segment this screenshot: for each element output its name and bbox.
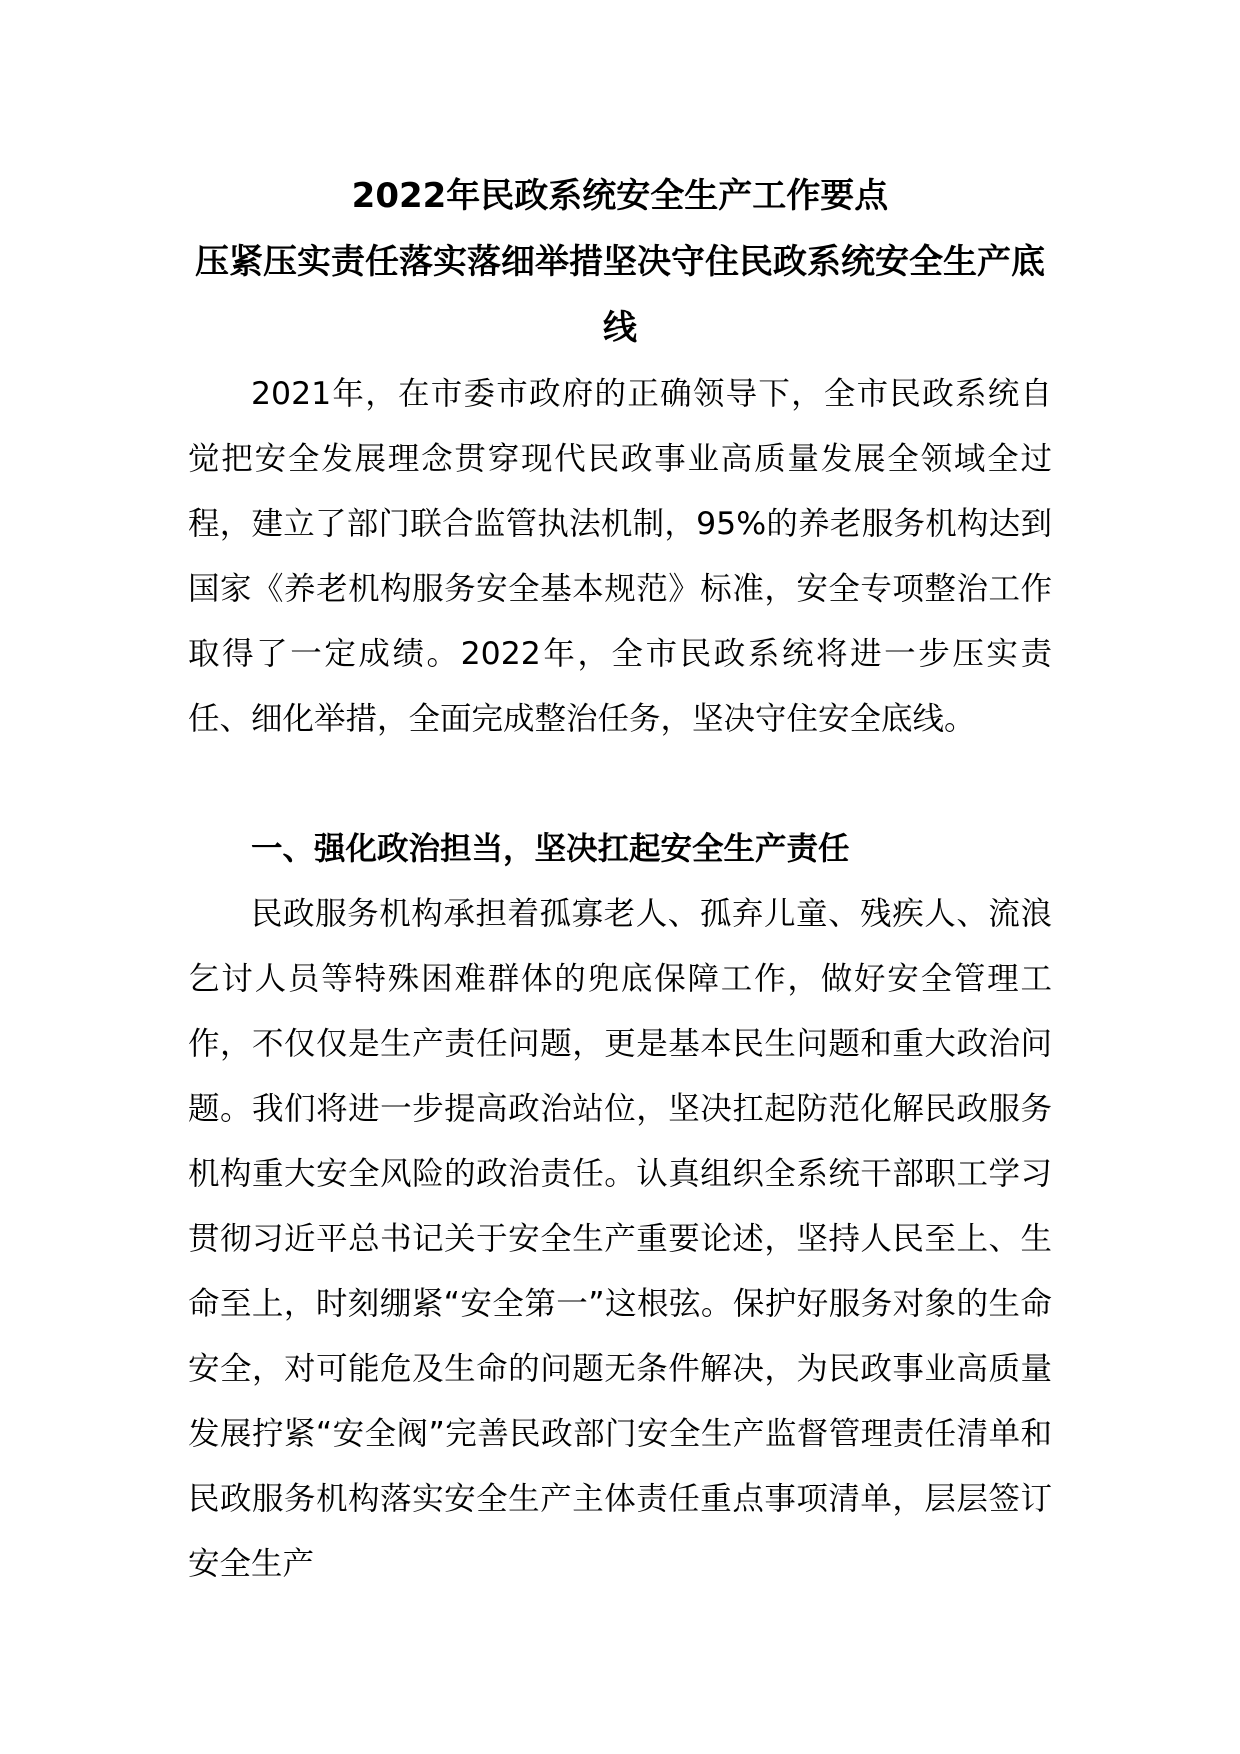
intro-paragraph: 2021年，在市委市政府的正确领导下，全市民政系统自觉把安全发展理念贯穿现代民政事业高质量发展全领域全过程，建立了部门联合监管执法机制，95%的养老服务机构达到国家《养老机构服务安全基本规范》标准，安全专项整治工作取得了一定成绩。2022年，全市民政系统将进一步压实责任、细化举措，全面完成整治任务，坚决守住安全底线。 (188, 376, 1052, 737)
section-heading-1: 一、强化政治担当，坚决扛起安全生产责任 (251, 831, 850, 867)
document-title: 2022年民政系统安全生产工作要点 (351, 176, 889, 216)
section-1-paragraph: 民政服务机构承担着孤寡老人、孤弃儿童、残疾人、流浪乞讨人员等特殊困难群体的兜底保障工作，做好安全管理工作，不仅仅是生产责任问题，更是基本民生问题和重大政治问题。我们将进一步提高政治站位，坚决扛起防范化解民政服务机构重大安全风险的政治责任。认真组织全系统干部职工学习贯彻习近平总书记关于安全生产重要论述，坚持人民至上、生命至上，时刻绷紧“安全第一”这根弦。保护好服务对象的生命安全，对可能危及生命的问题无条件解决，为民政事业高质量发展拧紧“安全阀”完善民政部门安全生产监督管理责任清单和民政服务机构落实安全生产主体责任重点事项清单，层层签订安全生产 (188, 896, 1052, 1582)
document-subtitle: 压紧压实责任落实落细举措坚决守住民政系统安全生产底线 (195, 242, 1045, 348)
